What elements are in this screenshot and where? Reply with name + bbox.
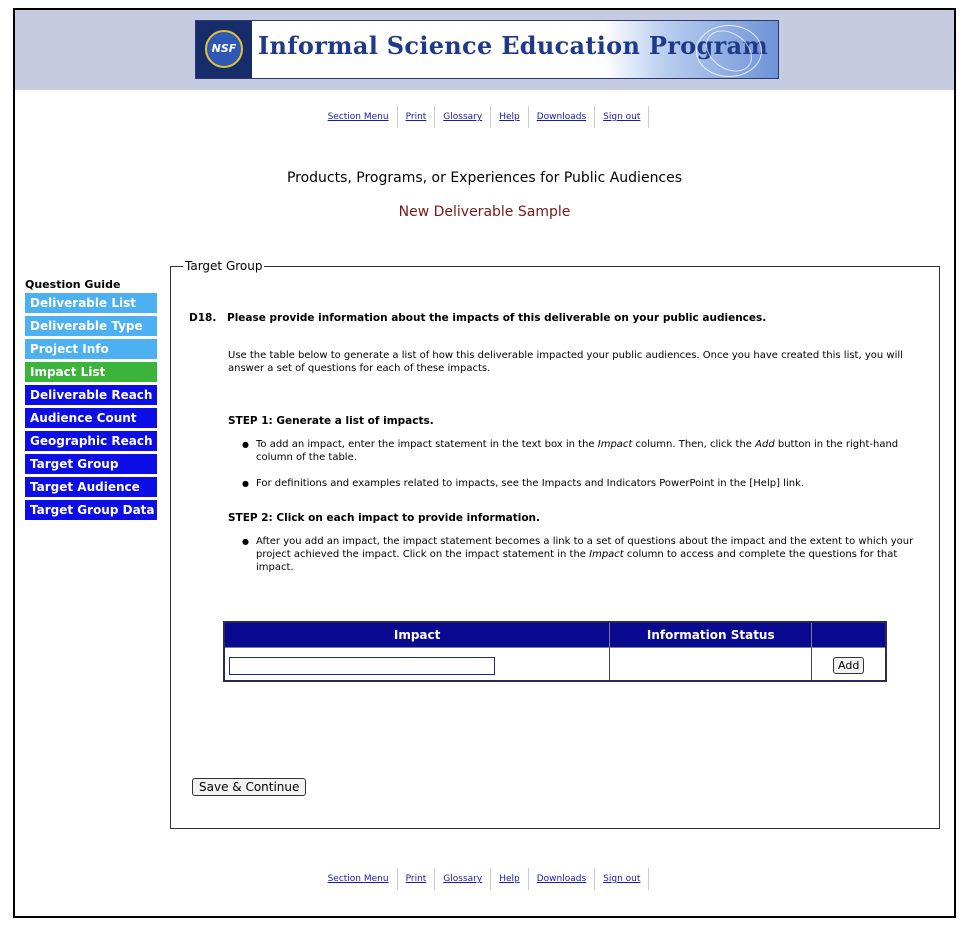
table-header-row [224, 622, 886, 648]
add-impact-button[interactable]: Add [833, 657, 864, 674]
fieldset-legend: Target Group [185, 259, 263, 273]
guide-item-deliverable-list[interactable]: Deliverable List [25, 293, 157, 313]
col-header-action [812, 622, 886, 648]
question-guide [25, 278, 157, 523]
step2-b1-text-b: column to access and complete the questions for that impact. [256, 549, 898, 573]
page-subtitle: New Deliverable Sample [398, 204, 571, 220]
guide-item-geographic-reach[interactable]: Geographic Reach [25, 431, 157, 451]
guide-item-target-group[interactable]: Target Group [25, 454, 157, 474]
nav-section-menu-bottom[interactable]: Section Menu [320, 868, 398, 890]
guide-item-audience-count[interactable]: Audience Count [25, 408, 157, 428]
step1-b1-em-impact: Impact [597, 439, 633, 450]
save-continue-button[interactable]: Save & Continue [192, 778, 306, 796]
nav-print-bottom[interactable]: Print [398, 868, 436, 890]
nav-help[interactable]: Help [491, 106, 529, 128]
guide-item-target-audience[interactable]: Target Audience [25, 477, 157, 497]
step1-b1-em-add: Add [755, 439, 775, 450]
question-guide-label: Question Guide [25, 278, 121, 291]
guide-item-deliverable-reach[interactable]: Deliverable Reach [25, 385, 157, 405]
step1-b1-text-a: To add an impact, enter the impact statement in the text box in the [256, 439, 598, 450]
step2-title: STEP 2: Click on each impact to provide information. [228, 512, 541, 524]
impact-input[interactable] [229, 657, 495, 675]
nav-sign-out[interactable]: Sign out [595, 106, 649, 128]
step1-b1-text-b: column. Then, click the [632, 439, 756, 450]
nav-print[interactable]: Print [398, 106, 436, 128]
impacts-table [223, 621, 887, 682]
nav-glossary-bottom[interactable]: Glossary [435, 868, 491, 890]
guide-item-impact-list[interactable]: Impact List [25, 362, 157, 382]
status-cell [610, 648, 812, 682]
step1-bullet-add [256, 438, 926, 464]
step1-b1-text-c: button in the right-hand column of the table. [256, 439, 899, 463]
action-cell [812, 648, 886, 682]
step2-b1-em-impact: Impact [589, 549, 624, 560]
step2-b1-text-a: After you add an impact, the impact statement becomes a link to a set of questions about the impact and the extent to which your project achieved the impact. Click on the impact statement in the [256, 536, 914, 560]
nav-help-bottom[interactable]: Help [491, 868, 529, 890]
nav-downloads-bottom[interactable]: Downloads [529, 868, 595, 890]
target-group-fieldset [170, 259, 940, 829]
nsf-seal-logo [196, 21, 252, 78]
header-strip [15, 10, 954, 90]
guide-item-deliverable-type[interactable]: Deliverable Type [25, 316, 157, 336]
step1-bullet-help: ● For definitions and examples related to impacts, see the Impacts and Indicators PowerPoint in the [Help] link. [256, 477, 926, 490]
nsf-seal-text: NSF [205, 30, 243, 68]
step1-title: STEP 1: Generate a list of impacts. [228, 415, 434, 427]
nav-glossary[interactable]: Glossary [435, 106, 491, 128]
banner-title: Informal Science Education Program [258, 31, 769, 60]
question-text: Please provide information about the impacts of this deliverable on your public audiences. [227, 312, 767, 324]
nav-downloads[interactable]: Downloads [529, 106, 595, 128]
program-banner [195, 20, 779, 79]
bottom-nav [15, 868, 954, 890]
step2-bullet [256, 535, 926, 574]
question-line [189, 312, 766, 324]
nav-sign-out-bottom[interactable]: Sign out [595, 868, 649, 890]
top-nav [15, 106, 954, 128]
intro-paragraph: Use the table below to generate a list of how this deliverable impacted your public audiences. Once you have created this list, you will answer a set of questions for each of these impacts. [228, 350, 903, 374]
nav-section-menu[interactable]: Section Menu [320, 106, 398, 128]
guide-item-target-group-data[interactable]: Target Group Data [25, 500, 157, 520]
col-header-status: Information Status [610, 622, 812, 648]
table-row [224, 648, 886, 682]
impact-cell [224, 648, 610, 682]
page-title: Products, Programs, or Experiences for Public Audiences [286, 170, 683, 186]
question-number: D18. [189, 312, 217, 324]
col-header-impact: Impact [224, 622, 610, 648]
page-frame [13, 8, 956, 918]
guide-item-project-info[interactable]: Project Info [25, 339, 157, 359]
